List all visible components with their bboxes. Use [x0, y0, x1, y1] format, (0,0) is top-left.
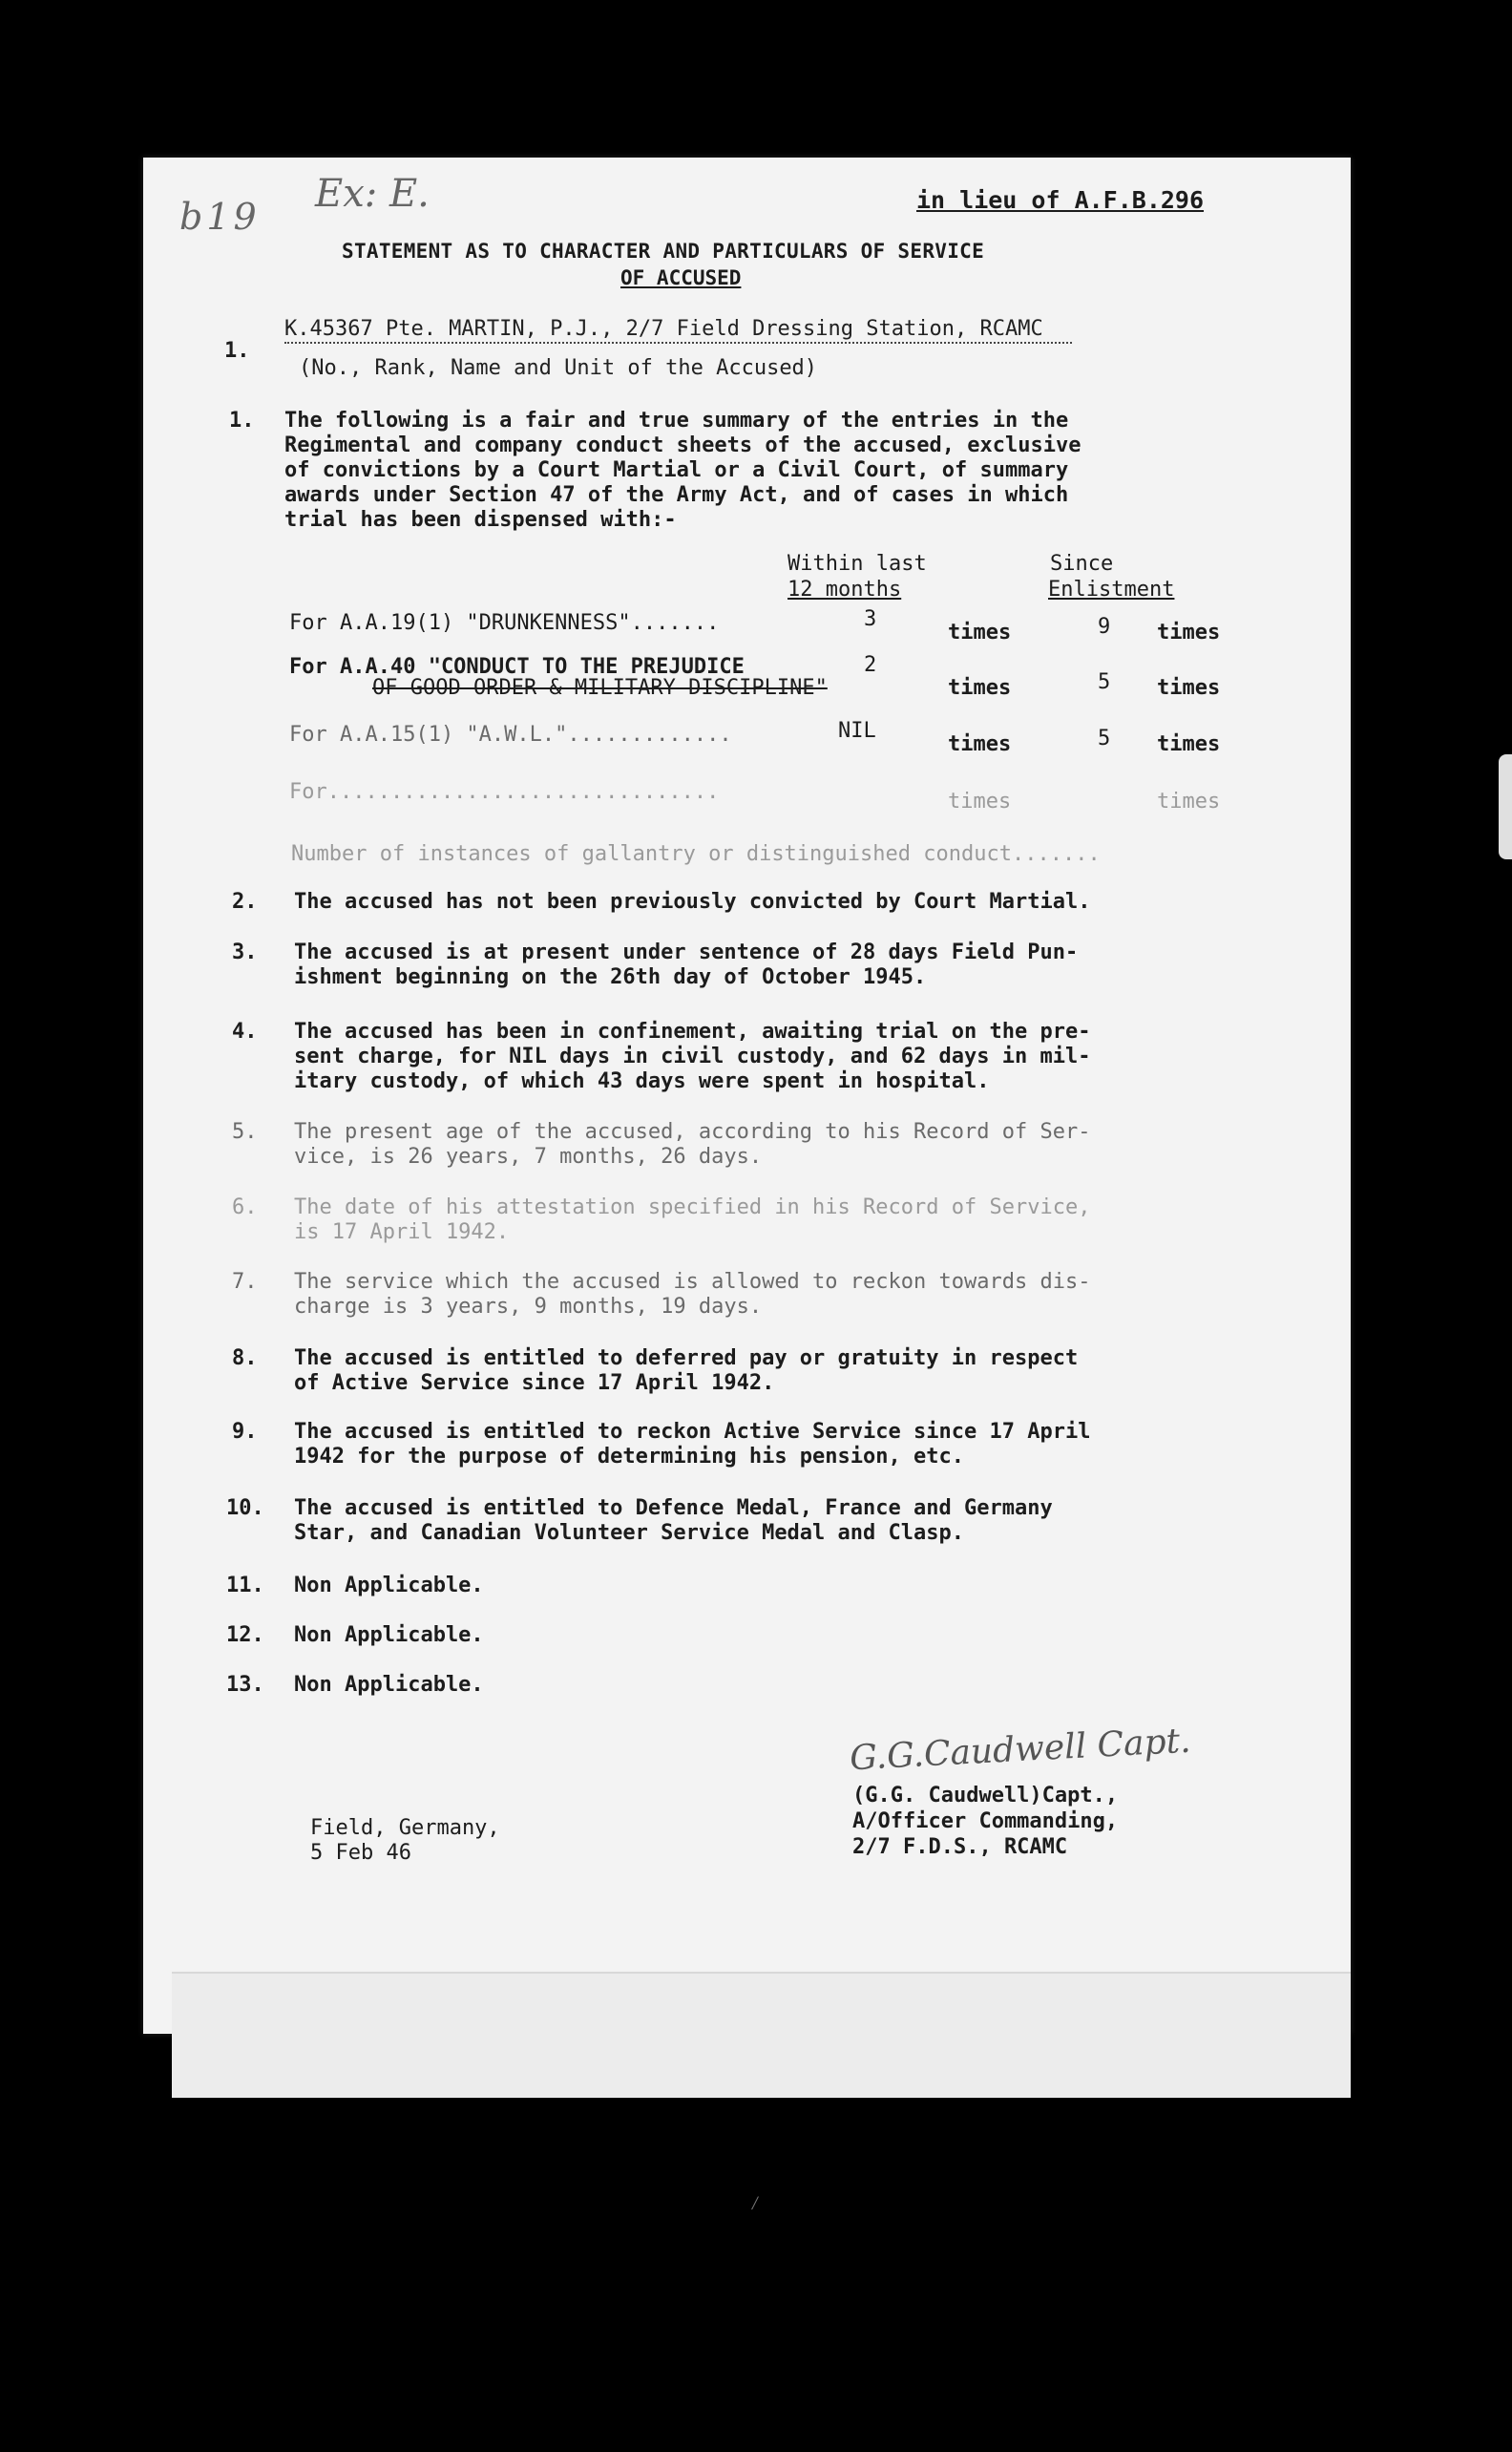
- item-line: of Active Service since 17 April 1942.: [294, 1371, 775, 1395]
- times-label: times: [1157, 676, 1221, 700]
- item-line: Non Applicable.: [294, 1574, 484, 1597]
- item-line: itary custody, of which 43 days were spent in hospital.: [294, 1069, 990, 1093]
- times-label: times: [948, 790, 1012, 814]
- item-1-line: Regimental and company conduct sheets of the accused, exclusive: [284, 433, 1082, 457]
- offence-since-count: 5: [1098, 670, 1111, 694]
- item-number: 9.: [232, 1420, 258, 1444]
- item-line: The accused is entitled to deferred pay or gratuity in respect: [294, 1346, 1079, 1370]
- item-number: 2.: [232, 890, 258, 914]
- item-number: 6.: [232, 1195, 258, 1219]
- handwritten-ex-mark: Ex: E.: [315, 172, 430, 216]
- signature-name: (G.G. Caudwell)Capt.,: [852, 1784, 1119, 1807]
- item-line: The accused has not been previously convicted by Court Martial.: [294, 890, 1091, 914]
- offence-label: For...............................: [289, 780, 720, 804]
- date: 5 Feb 46: [310, 1841, 411, 1865]
- item-line: The accused is entitled to Defence Medal, France and Germany: [294, 1496, 1053, 1520]
- accused-number: 1.: [224, 339, 250, 363]
- item-1-number: 1.: [229, 409, 255, 433]
- item-line: The service which the accused is allowed to reckon towards dis-: [294, 1270, 1091, 1294]
- times-label: times: [948, 732, 1012, 756]
- signature-unit: 2/7 F.D.S., RCAMC: [852, 1835, 1068, 1859]
- item-1-line: awards under Section 47 of the Army Act, and of cases in which: [284, 483, 1069, 507]
- col-since-subheading: Enlistment: [1048, 578, 1175, 602]
- offence-label-cont: OF GOOD ORDER & MILITARY DISCIPLINE": [372, 676, 828, 700]
- offence-label: For A.A.15(1) "A.W.L.".............: [289, 723, 732, 747]
- item-line: 1942 for the purpose of determining his pension, etc.: [294, 1445, 964, 1469]
- document-subtitle: OF ACCUSED: [620, 266, 742, 289]
- item-line: vice, is 26 years, 7 months, 26 days.: [294, 1145, 763, 1169]
- col-within-heading: Within last: [788, 552, 927, 576]
- signature-handwritten: G.G.Caudwell Capt.: [849, 1721, 1192, 1779]
- accused-caption: (No., Rank, Name and Unit of the Accused): [299, 356, 818, 380]
- item-number: 10.: [226, 1496, 264, 1520]
- item-line: sent charge, for NIL days in civil custody, and 62 days in mil-: [294, 1045, 1091, 1068]
- times-label: times: [1157, 732, 1221, 756]
- item-number: 4.: [232, 1020, 258, 1044]
- times-label: times: [948, 621, 1012, 645]
- col-since-heading: Since: [1050, 552, 1114, 576]
- offence-within-count: 3: [864, 607, 877, 631]
- item-line: ishment beginning on the 26th day of October 1945.: [294, 965, 927, 989]
- item-line: The accused is at present under sentence of 28 days Field Pun-: [294, 941, 1079, 964]
- gallantry-line: Number of instances of gallantry or distinguished conduct.......: [291, 842, 1101, 866]
- times-label: times: [1157, 621, 1221, 645]
- item-number: 7.: [232, 1270, 258, 1294]
- item-line: Non Applicable.: [294, 1623, 484, 1647]
- item-number: 11.: [226, 1574, 264, 1597]
- form-reference: in lieu of A.F.B.296: [916, 186, 1205, 214]
- offence-within-count: NIL: [838, 719, 876, 743]
- offence-within-count: 2: [864, 653, 877, 677]
- times-label: times: [948, 676, 1012, 700]
- document-title: STATEMENT AS TO CHARACTER AND PARTICULARS OF SERVICE: [342, 240, 985, 263]
- item-number: 8.: [232, 1346, 258, 1370]
- item-number: 3.: [232, 941, 258, 964]
- offence-label: For A.A.40 "CONDUCT TO THE PREJUDICE: [289, 655, 745, 679]
- item-number: 5.: [232, 1120, 258, 1144]
- signature-role: A/Officer Commanding,: [852, 1809, 1119, 1833]
- item-1-line: trial has been dispensed with:-: [284, 508, 677, 532]
- accused-details: K.45367 Pte. MARTIN, P.J., 2/7 Field Dressing Station, RCAMC: [284, 317, 1072, 344]
- item-number: 13.: [226, 1673, 264, 1697]
- item-1-line: The following is a fair and true summary of the entries in the: [284, 409, 1069, 433]
- sheet-bottom-strip: [172, 1972, 1351, 2098]
- offence-since-count: 9: [1098, 615, 1111, 639]
- offence-label: For A.A.19(1) "DRUNKENNESS".......: [289, 611, 720, 635]
- col-within-subheading: 12 months: [788, 578, 902, 602]
- item-line: The date of his attestation specified in his Record of Service,: [294, 1195, 1091, 1219]
- item-line: The present age of the accused, according to his Record of Ser-: [294, 1120, 1091, 1144]
- item-line: is 17 April 1942.: [294, 1220, 510, 1244]
- handwritten-left-mark: b19: [179, 196, 261, 238]
- item-line: The accused is entitled to reckon Active Service since 17 April: [294, 1420, 1091, 1444]
- place: Field, Germany,: [310, 1816, 500, 1840]
- offence-since-count: 5: [1098, 727, 1111, 750]
- item-line: The accused has been in confinement, awaiting trial on the pre-: [294, 1020, 1091, 1044]
- item-line: Star, and Canadian Volunteer Service Medal and Clasp.: [294, 1521, 964, 1545]
- item-line: Non Applicable.: [294, 1673, 484, 1697]
- item-line: charge is 3 years, 9 months, 19 days.: [294, 1295, 763, 1319]
- item-1-line: of convictions by a Court Martial or a Civil Court, of summary: [284, 458, 1069, 482]
- adjacent-page-edge: [1499, 754, 1512, 859]
- times-label: times: [1157, 790, 1221, 814]
- item-number: 12.: [226, 1623, 264, 1647]
- stray-mark: ⁄: [749, 2191, 762, 2214]
